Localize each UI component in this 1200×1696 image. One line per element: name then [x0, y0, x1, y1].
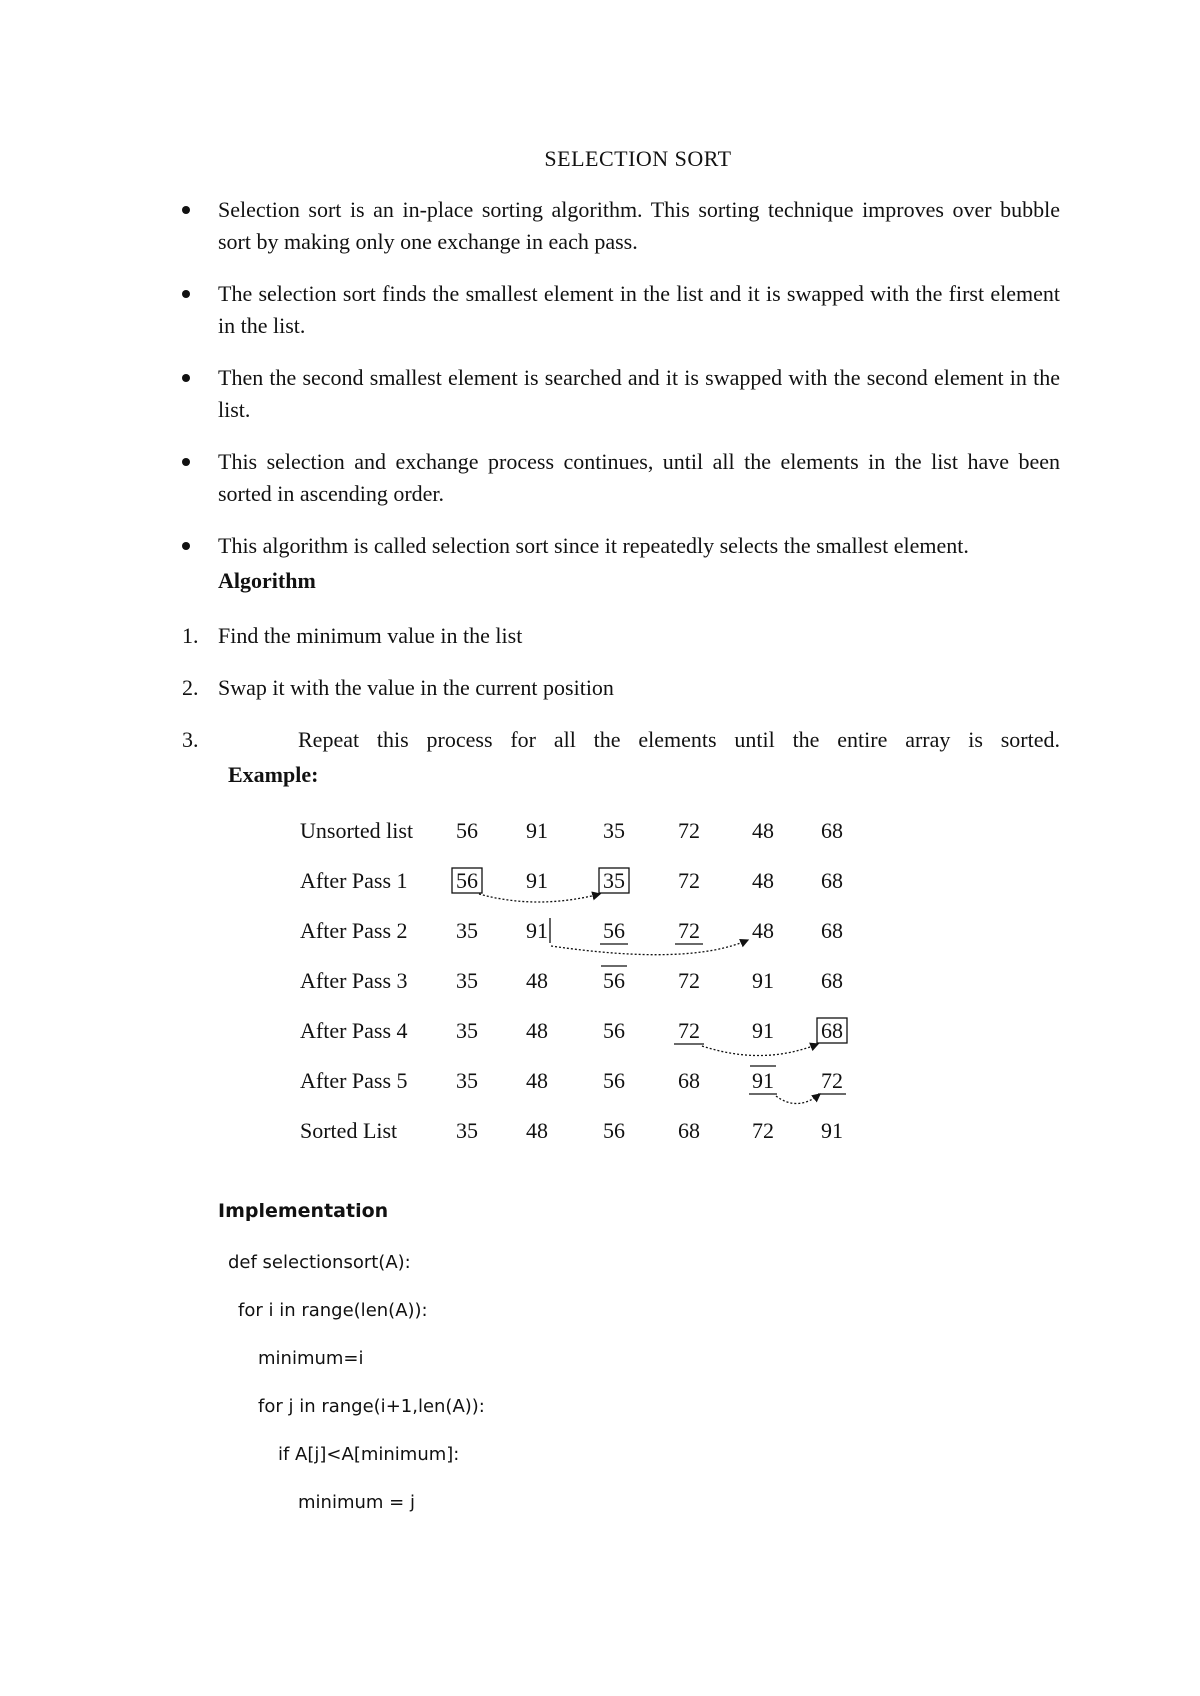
code-line: for j in range(i+1,len(A)):	[258, 1396, 485, 1417]
example-cell-value: 35	[456, 918, 478, 943]
step-number: 2.	[182, 675, 199, 700]
example-cell-value: 68	[821, 868, 843, 893]
step-text: Repeat this process for all the elements until the entire array is sorted.	[298, 727, 1060, 752]
example-cell-value: 68	[821, 968, 843, 993]
step-text: Swap it with the value in the current position	[218, 675, 614, 700]
example-cell-value: 68	[678, 1118, 700, 1143]
example-cell-value: 35	[603, 868, 625, 893]
example-cell-value: 56	[456, 868, 478, 893]
swap-arrow	[702, 1044, 818, 1056]
example-cell-value: 91	[752, 1018, 774, 1043]
example-cell-value: 91	[821, 1118, 843, 1143]
example-row-label: After Pass 1	[300, 868, 408, 893]
code-line: minimum=i	[258, 1348, 364, 1369]
example-cell-value: 48	[526, 968, 548, 993]
example-cell-value: 48	[752, 818, 774, 843]
algorithm-heading: Algorithm	[218, 568, 316, 593]
example-cell-value: 68	[821, 818, 843, 843]
bullet-text: This selection and exchange process continues, until all the elements in the list have been sorted in ascending order.	[218, 449, 1060, 506]
example-cell-value: 68	[678, 1068, 700, 1093]
example-cell-value: 72	[752, 1118, 774, 1143]
swap-arrow	[776, 1094, 820, 1104]
example-cell-value: 56	[603, 1068, 625, 1093]
code-line: if A[j]<A[minimum]:	[278, 1444, 460, 1465]
implementation-heading: Implementation	[218, 1200, 389, 1222]
code-line: def selectionsort(A):	[228, 1252, 411, 1273]
example-row-label: After Pass 2	[300, 918, 408, 943]
example-cell-value: 72	[678, 918, 700, 943]
bullet-text: This algorithm is called selection sort since it repeatedly selects the smallest element.	[218, 533, 969, 558]
example-cell-value: 56	[603, 968, 625, 993]
example-cell-value: 35	[456, 1018, 478, 1043]
example-row-label: After Pass 5	[300, 1068, 408, 1093]
example-cell-value: 72	[678, 818, 700, 843]
step-text: Find the minimum value in the list	[218, 623, 523, 648]
bullet-text: Selection sort is an in-place sorting algorithm. This sorting technique improves over bubble sort by making only one exchange in each pass.	[218, 197, 1060, 254]
example-label: Example:	[228, 762, 319, 787]
example-cell-value: 72	[678, 968, 700, 993]
example-cell-value: 35	[603, 818, 625, 843]
page-title: SELECTION SORT	[544, 146, 732, 171]
step-number: 3.	[182, 727, 199, 752]
example-row-label: Unsorted list	[300, 818, 414, 843]
swap-arrow	[551, 940, 748, 955]
example-cell-value: 56	[603, 918, 625, 943]
example-cell-value: 56	[456, 818, 478, 843]
example-cell-value: 48	[526, 1018, 548, 1043]
example-cell-value: 91	[526, 918, 548, 943]
example-cell-value: 35	[456, 1068, 478, 1093]
example-cell-value: 56	[603, 1018, 625, 1043]
example-cell-value: 68	[821, 918, 843, 943]
code-line: for i in range(len(A)):	[238, 1300, 428, 1321]
example-cell-value: 48	[526, 1068, 548, 1093]
example-cell-value: 72	[678, 868, 700, 893]
example-cell-value: 72	[678, 1018, 700, 1043]
bullet-text: The selection sort finds the smallest element in the list and it is swapped with the first element in the list.	[218, 281, 1060, 338]
example-cell-value: 91	[752, 1068, 774, 1093]
example-row-label: After Pass 3	[300, 968, 408, 993]
swap-arrow	[479, 894, 600, 902]
example-cell-value: 48	[752, 918, 774, 943]
example-cell-value: 48	[526, 1118, 548, 1143]
example-cell-value: 56	[603, 1118, 625, 1143]
example-cell-value: 91	[526, 818, 548, 843]
code-line: minimum = j	[298, 1492, 415, 1513]
example-cell-value: 91	[752, 968, 774, 993]
step-number: 1.	[182, 623, 199, 648]
example-cell-value: 68	[821, 1018, 843, 1043]
example-cell-value: 48	[752, 868, 774, 893]
example-cell-value: 35	[456, 1118, 478, 1143]
example-row-label: Sorted List	[300, 1118, 398, 1143]
example-row-label: After Pass 4	[300, 1018, 408, 1043]
bullet-text: Then the second smallest element is searched and it is swapped with the second element in the list.	[218, 365, 1060, 422]
example-cell-value: 72	[821, 1068, 843, 1093]
example-cell-value: 35	[456, 968, 478, 993]
example-cell-value: 91	[526, 868, 548, 893]
